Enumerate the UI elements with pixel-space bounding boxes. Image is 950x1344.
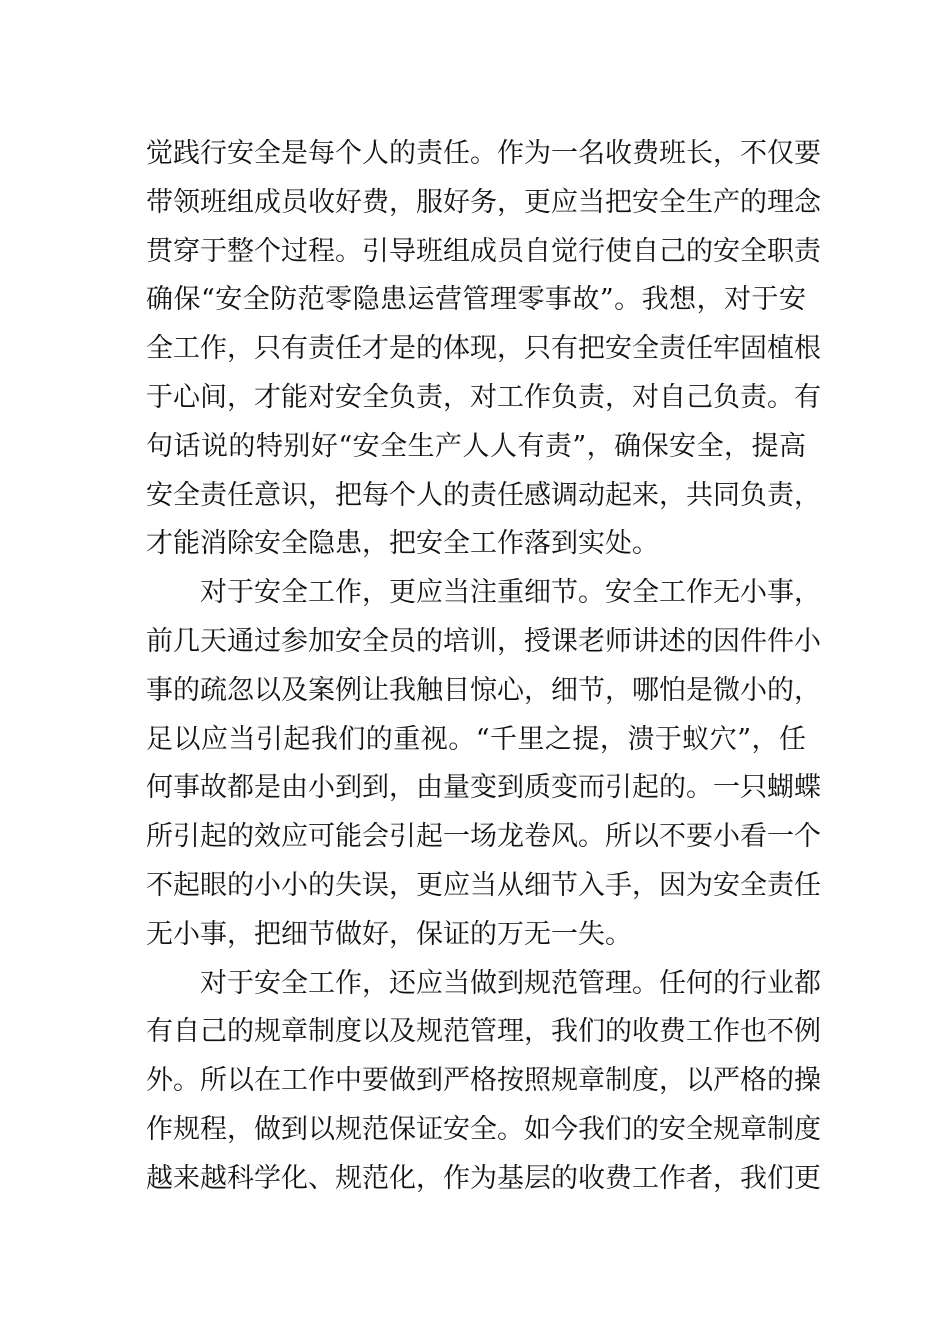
text-line: 安全责任意识，把每个人的责任感调动起来，共同负责， — [146, 479, 821, 511]
text-line: 越来越科学化、规范化，作为基层的收费工作者，我们更 — [146, 1162, 821, 1194]
text-line: 有自己的规章制度以及规范管理，我们的收费工作也不例 — [146, 1016, 821, 1048]
text-line: 外。所以在工作中要做到严格按照规章制度，以严格的操 — [146, 1065, 821, 1097]
text-line: 句话说的特别好“安全生产人人有责”，确保安全，提高 — [146, 430, 806, 462]
text-line: 所引起的效应可能会引起一场龙卷风。所以不要小看一个 — [146, 821, 821, 853]
paragraph-first-line: 对于安全工作，还应当做到规范管理。任何的行业都 — [200, 967, 821, 999]
text-line: 于心间，才能对安全负责，对工作负责，对自己负责。有 — [146, 381, 821, 413]
text-line: 事的疏忽以及案例让我触目惊心，细节，哪怕是微小的， — [146, 674, 821, 706]
text-line: 足以应当引起我们的重视。“千里之提，溃于蚁穴”，任 — [146, 723, 806, 755]
text-line: 贯穿于整个过程。引导班组成员自觉行使自己的安全职责 — [146, 235, 821, 267]
body-text — [146, 130, 821, 1204]
text-line: 前几天通过参加安全员的培训，授课老师讲述的因件件小 — [146, 625, 821, 657]
paragraph-first-line: 对于安全工作，更应当注重细节。安全工作无小事， — [200, 577, 821, 609]
text-line: 无小事，把细节做好，保证的万无一失。 — [146, 918, 632, 950]
text-line: 才能消除安全隐患，把安全工作落到实处。 — [146, 528, 659, 560]
text-line: 确保“安全防范零隐患运营管理零事故”。我想，对于安 — [146, 284, 806, 316]
text-line: 全工作，只有责任才是的体现，只有把安全责任牢固植根 — [146, 333, 821, 365]
text-line: 带领班组成员收好费，服好务，更应当把安全生产的理念 — [146, 186, 821, 218]
text-line: 作规程，做到以规范保证安全。如今我们的安全规章制度 — [146, 1113, 821, 1145]
text-line: 何事故都是由小到到，由量变到质变而引起的。一只蝴蝶 — [146, 772, 821, 804]
text-line: 觉践行安全是每个人的责任。作为一名收费班长，不仅要 — [146, 138, 821, 169]
text-line: 不起眼的小小的失误，更应当从细节入手，因为安全责任 — [146, 869, 821, 901]
